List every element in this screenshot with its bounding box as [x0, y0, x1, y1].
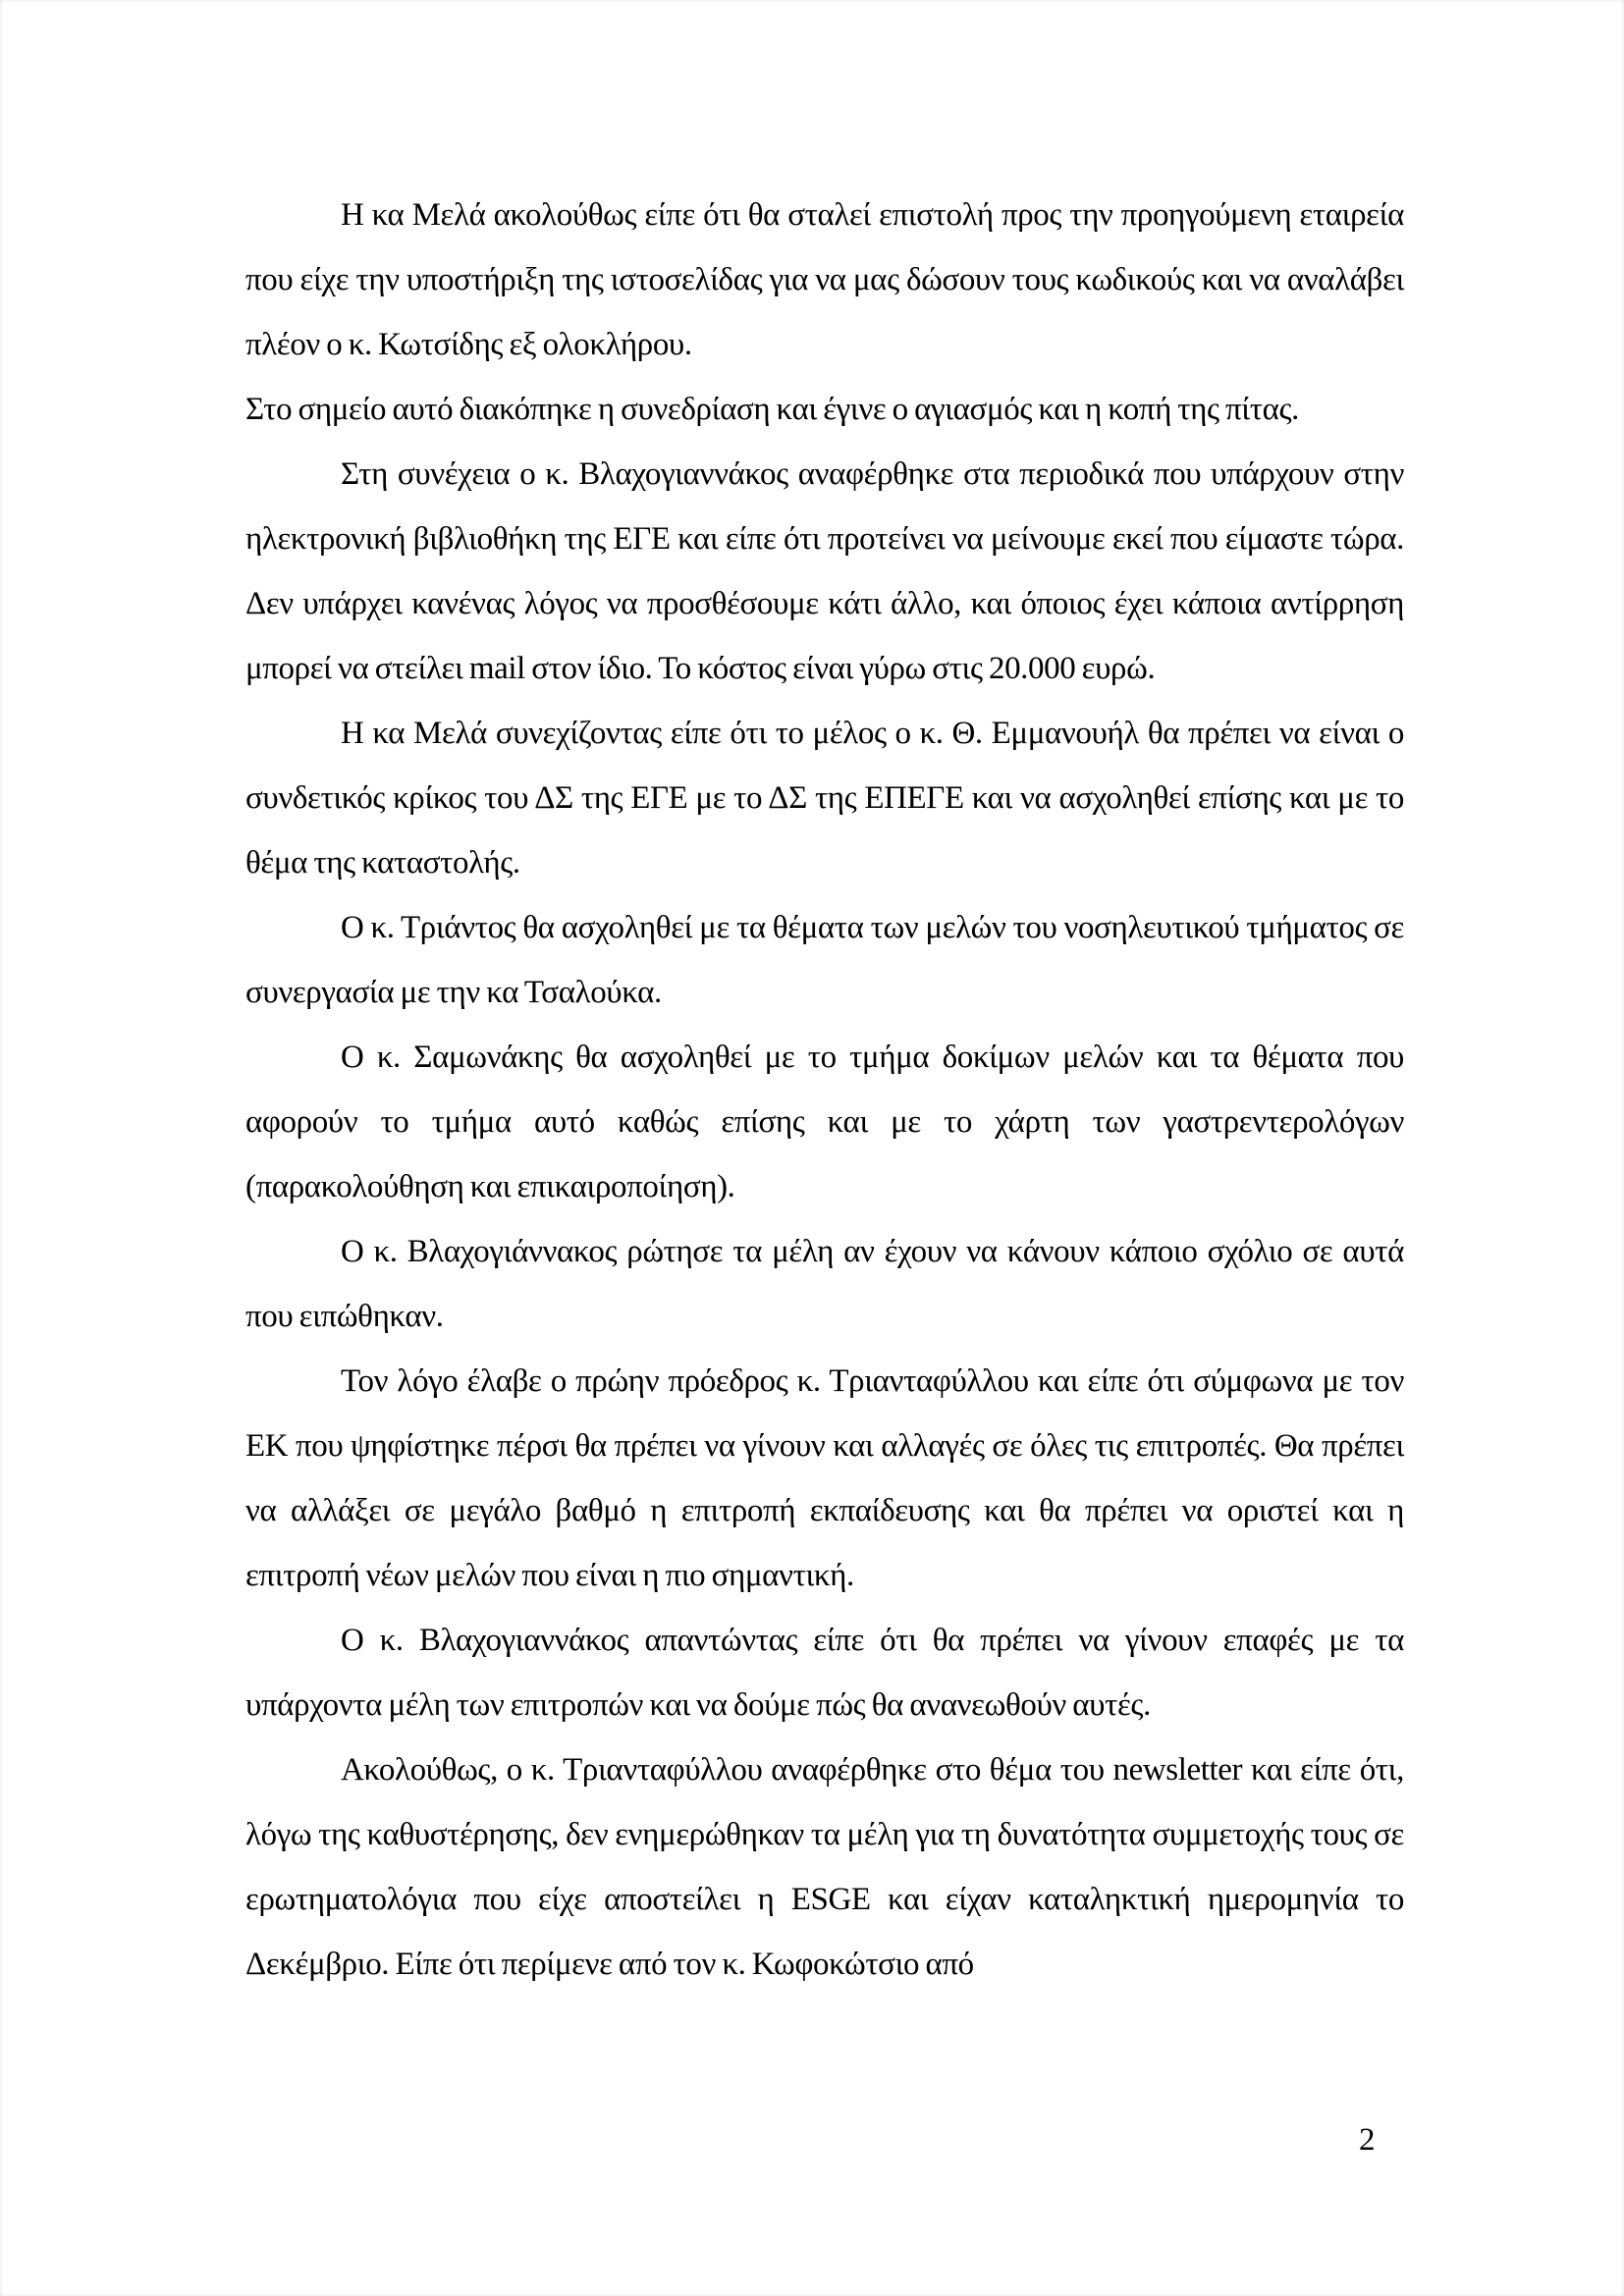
paragraph: Ο κ. Σαμωνάκης θα ασχοληθεί με το τμήμα δοκίμων μελών και τα θέματα που αφορούν το τμήμα αυτό καθώς επίσης και με το χάρτη των γαστρεντερολόγων (παρακολούθηση και επικαιροποίηση).	[245, 1040, 1404, 1204]
paragraph: Ο κ. Βλαχογιάννακος ρώτησε τα μέλη αν έχουν να κάνουν κάποιο σχόλιο σε αυτά που ειπώθηκαν.	[245, 1234, 1404, 1334]
paragraph: Στη συνέχεια ο κ. Βλαχογιαννάκος αναφέρθηκε στα περιοδικά που υπάρχουν στην ηλεκτρονική βιβλιοθήκη της ΕΓΕ και είπε ότι προτείνει να μείνουμε εκεί που είμαστε τώρα. Δεν υπάρχει κανένας λόγος να προσθέσουμε κάτι άλλο, και όποιος έχει κάποια αντίρρηση μπορεί να στείλει mail στον ίδιο. Το κόστος είναι γύρω στις 20.000 ευρώ.	[245, 456, 1404, 686]
paragraph: Η κα Μελά συνεχίζοντας είπε ότι το μέλος ο κ. Θ. Εμμανουήλ θα πρέπει να είναι ο συνδετικός κρίκος του ΔΣ της ΕΓΕ με το ΔΣ της ΕΠΕΓΕ και να ασχοληθεί επίσης και με το θέμα της καταστολής.	[245, 716, 1404, 881]
paragraph: Ακολούθως, ο κ. Τριανταφύλλου αναφέρθηκε στο θέμα του newsletter και είπε ότι, λόγω της καθυστέρησης, δεν ενημερώθηκαν τα μέλη για τη δυνατότητα συμμετοχής τους σε ερωτηματολόγια που είχε αποστείλει η ESGE και είχαν καταληκτική ημερομηνία το Δεκέμβριο. Είπε ότι περίμενε από τον κ. Κωφοκώτσιο από	[245, 1752, 1404, 1982]
document-body	[245, 183, 1404, 1997]
paragraph: Η κα Μελά ακολούθως είπε ότι θα σταλεί επιστολή προς την προηγούμενη εταιρεία που είχε την υποστήριξη της ιστοσελίδας για να μας δώσουν τους κωδικούς και να αναλάβει πλέον ο κ. Κωτσίδης εξ ολοκλήρου.	[245, 197, 1404, 362]
paragraph: Ο κ. Βλαχογιαννάκος απαντώντας είπε ότι θα πρέπει να γίνουν επαφές με τα υπάρχοντα μέλη των επιτροπών και να δούμε πώς θα ανανεωθούν αυτές.	[245, 1623, 1404, 1723]
paragraph: Τον λόγο έλαβε ο πρώην πρόεδρος κ. Τριανταφύλλου και είπε ότι σύμφωνα με τον ΕΚ που ψηφίστηκε πέρσι θα πρέπει να γίνουν και αλλαγές σε όλες τις επιτροπές. Θα πρέπει να αλλάξει σε μεγάλο βαθμό η επιτροπή εκπαίδευσης και θα πρέπει να οριστεί και η επιτροπή νέων μελών που είναι η πιο σημαντική.	[245, 1363, 1404, 1593]
paragraph: Στο σημείο αυτό διακόπηκε η συνεδρίαση και έγινε ο αγιασμός και η κοπή της πίτας.	[245, 392, 1300, 427]
paragraph: Ο κ. Τριάντος θα ασχοληθεί με τα θέματα των μελών του νοσηλευτικού τμήματος σε συνεργασία με την κα Τσαλούκα.	[245, 910, 1404, 1010]
page-number: 2	[1359, 2122, 1376, 2158]
